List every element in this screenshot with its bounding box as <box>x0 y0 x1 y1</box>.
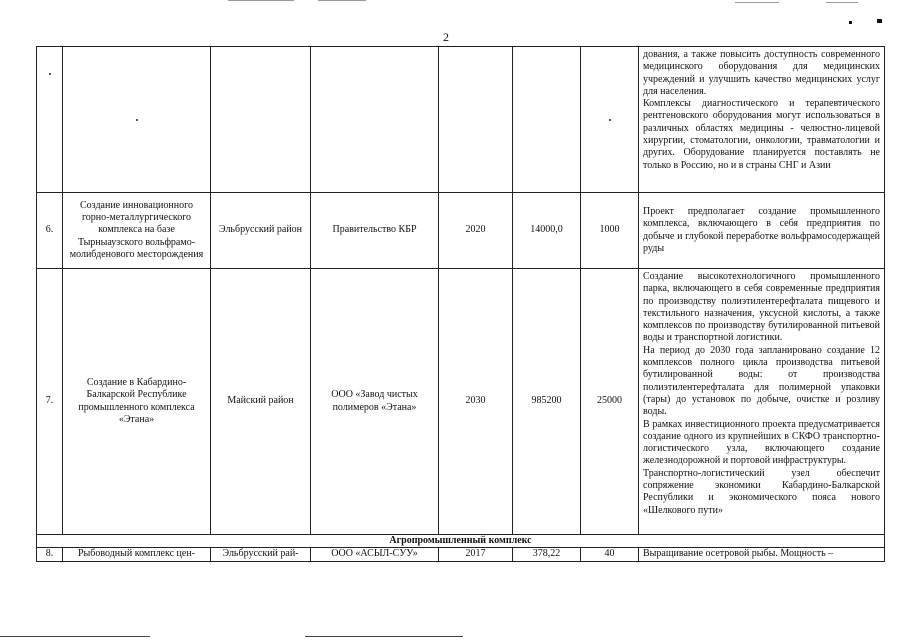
project-jobs <box>581 47 639 193</box>
project-description <box>639 193 885 269</box>
scan-line-top-2 <box>318 0 366 1</box>
section-title: Агропромышленный комплекс <box>37 535 885 548</box>
project-initiator: Правительство КБР <box>311 193 439 269</box>
scan-line-top-1 <box>228 0 294 1</box>
project-name: Создание инновационного горно-металлургического комплекса на базе Тырныаузского вольфрамо-молибденового месторождения <box>63 193 211 269</box>
project-year: 2030 <box>439 269 513 535</box>
project-location: Эльбрусский район <box>211 193 311 269</box>
description-paragraph: дования, а также повысить доступность современного медицинского оборудования для медицинских учреждений и улучшить качество медицинских услуг для населения. <box>643 49 880 97</box>
project-cost: 985200 <box>513 269 581 535</box>
scan-dot <box>136 119 138 121</box>
scan-line-bottom-2 <box>305 636 463 637</box>
scan-dot <box>609 119 611 121</box>
project-initiator: ООО «АСЫЛ-СУУ» <box>311 548 439 561</box>
table-row <box>37 193 885 269</box>
scan-mark-dot-2 <box>877 19 882 23</box>
project-cost: 378,22 <box>513 548 581 561</box>
scan-mark-dot-1 <box>849 21 852 24</box>
project-cost <box>513 47 581 193</box>
project-location <box>211 47 311 193</box>
project-initiator: ООО «Завод чистых полимеров «Этана» <box>311 269 439 535</box>
description-paragraph: Транспортно-логистический узел обеспечит сопряжение экономики Кабардино-Балкарской Республики и экономического пояса нового «Шелкового пути» <box>643 467 880 516</box>
description-paragraph: Проект предполагает создание промышленного комплекса, включающего в себя предприятия по добыче и глубокой переработке вольфрамосодержащей руды <box>643 205 880 254</box>
description-paragraph: Создание высокотехнологичного промышленного парка, включающего в себя современные предприятия по производству полиэтилентерефталата пищевого и текстильного назначения, уксусной кислоты, а также комплексов по производству бутилированной питьевой воды и транспортной логистики. <box>643 271 880 344</box>
table-row <box>37 47 885 193</box>
project-description <box>639 47 885 193</box>
row-number <box>37 47 63 193</box>
project-initiator <box>311 47 439 193</box>
projects-table <box>36 46 885 562</box>
project-location: Эльбрусский рай- <box>211 548 311 561</box>
description-paragraph: На период до 2030 года запланировано создание 12 комплексов полного цикла производства питьевой бутилированной воды: от производства полиэтилентерефталата для полимерной упаковки (тары) до установок по добыче, очистке и розливу воды. <box>643 344 880 418</box>
section-header-row <box>37 535 885 548</box>
project-year: 2017 <box>439 548 513 561</box>
scan-line-top-3 <box>735 2 779 3</box>
project-jobs: 1000 <box>581 193 639 269</box>
project-cost: 14000,0 <box>513 193 581 269</box>
project-jobs: 40 <box>581 548 639 561</box>
project-location: Майский район <box>211 269 311 535</box>
project-year: 2020 <box>439 193 513 269</box>
project-name: Рыбоводный комплекс цен- <box>63 548 211 561</box>
row-number: 7. <box>37 269 63 535</box>
scan-dot <box>49 73 51 75</box>
row-number: 8. <box>37 548 63 561</box>
table-row <box>37 548 885 561</box>
project-description <box>639 269 885 535</box>
project-name <box>63 47 211 193</box>
description-paragraph: В рамках инвестиционного проекта предусматривается создание одного из крупнейших в СКФО транспортно-логистического узла, включающего создание железнодорожной и портовой инфраструктуры. <box>643 418 880 467</box>
page-number: 2 <box>443 30 449 44</box>
project-description: Выращивание осетровой рыбы. Мощность – <box>639 548 885 561</box>
table-row <box>37 269 885 535</box>
scan-line-top-4 <box>826 2 858 3</box>
project-name: Создание в Кабардино- Балкарской Республике промышленного комплекса «Этана» <box>63 269 211 535</box>
project-jobs: 25000 <box>581 269 639 535</box>
row-number: 6. <box>37 193 63 269</box>
project-year <box>439 47 513 193</box>
description-paragraph: Комплексы диагностического и терапевтического рентгеновского оборудования могут использоваться в различных областях медицины - челюстно-лицевой хирургии, стоматологии, онкологии, травматологии и других. Оборудование планируется поставлять не только в Россию, но и в страны СНГ и Азии <box>643 98 880 171</box>
scan-line-bottom-1 <box>0 636 150 637</box>
